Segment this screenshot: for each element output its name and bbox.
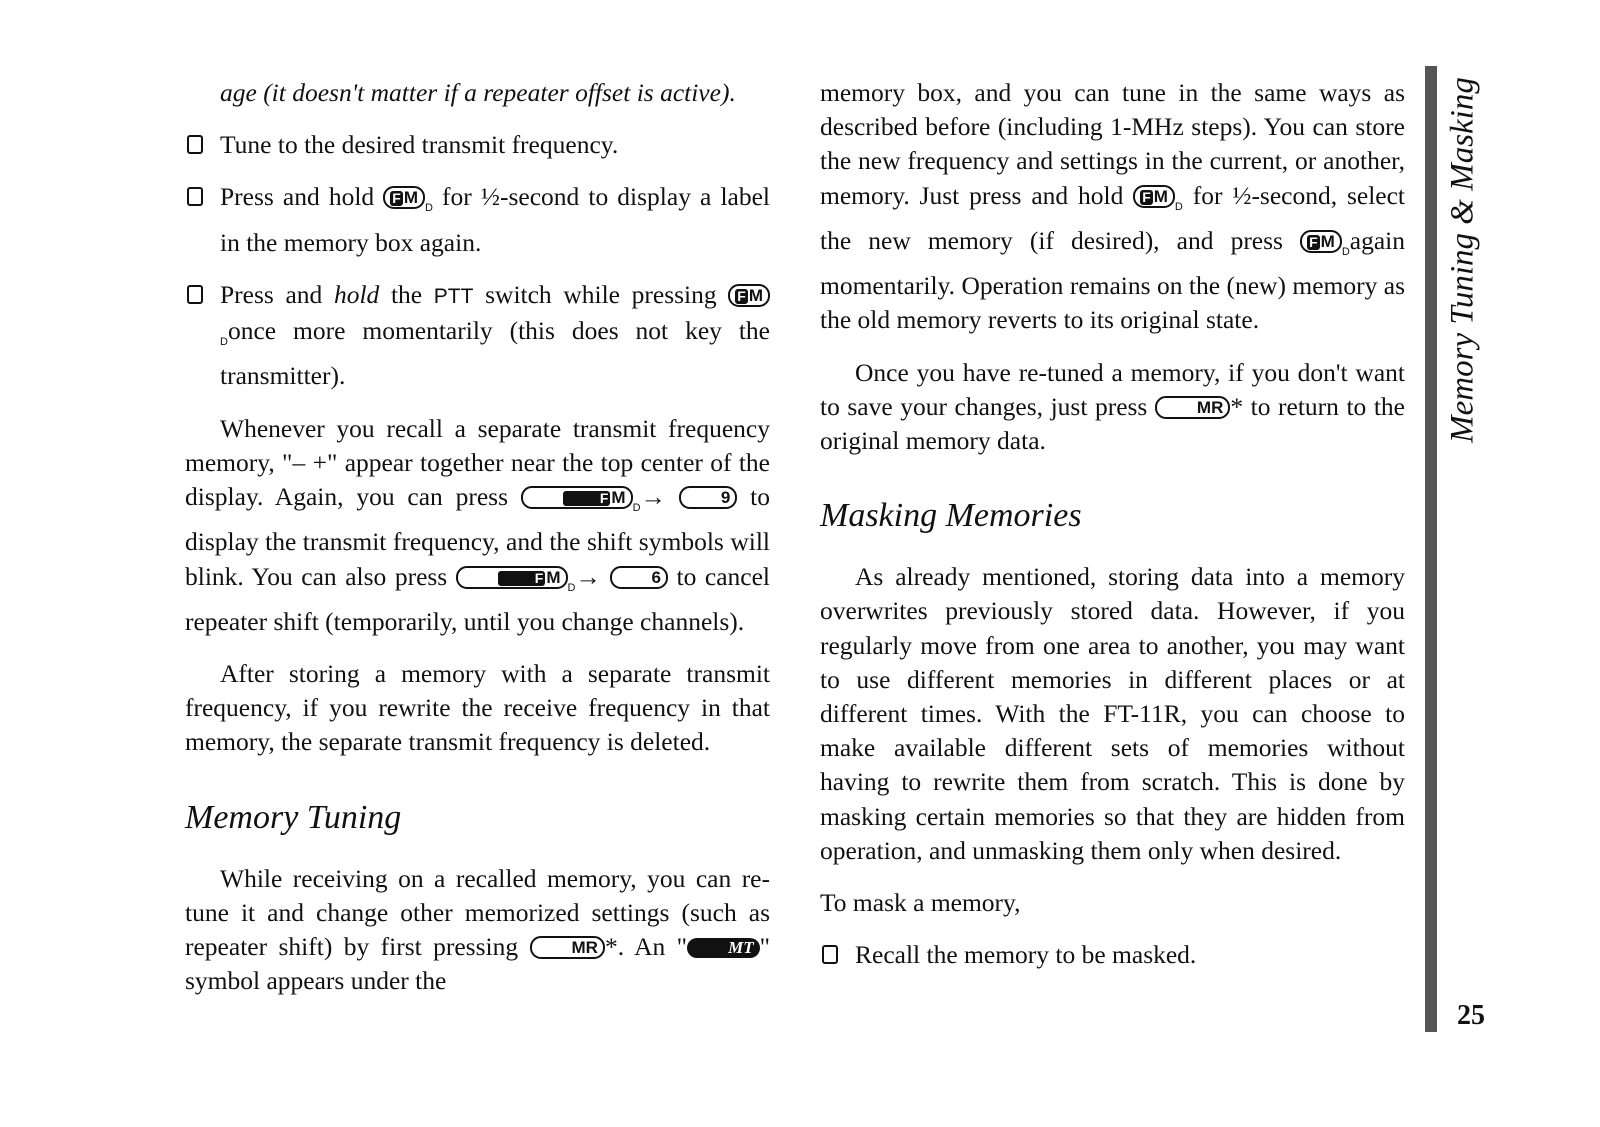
bullet-item: Tune to the desired transmit frequency. (185, 128, 770, 162)
fm-key-icon: F M (456, 566, 568, 589)
fm-key-icon: F M (728, 284, 770, 307)
checkbox-icon (822, 945, 838, 964)
bullet-item: Press and hold the PTT switch while pressing F $M_Donce$ more momentarily (this does not key the transmitter). (185, 278, 770, 394)
section-heading-memory-tuning: Memory Tuning (185, 798, 402, 836)
fm-key-icon: F M (1300, 230, 1342, 253)
bullet-item: Recall the memory to be masked. (820, 938, 1405, 972)
paragraph: Whenever you recall a separate transmit frequency memory, "– +" appear together near the top center of the display. Again, you can press F $M_D\to 9$ to display the transmit frequency, and the shift symbols will blink. You can also press F $M_D\to 6$ to cancel repeater shift (temporarily, until you change channels). (185, 413, 771, 636)
fm-key-icon: F M (521, 486, 633, 509)
right-column (820, 76, 1405, 972)
mr-key-icon: MR (530, 936, 605, 959)
left-column (185, 76, 770, 998)
checkbox-icon (187, 285, 203, 304)
side-tab-bar (1425, 66, 1437, 1032)
checkbox-icon (187, 187, 203, 206)
paragraph: While receiving on a recalled memory, you can re-tune it and change other memorized settings (such as repeater shift) by first pressing MR *. An " MT " symbol appears under the (185, 863, 770, 996)
paragraph: After storing a memory with a separate transmit frequency, if you rewrite the receive frequency in that memory, the separate transmit frequency is deleted. (185, 659, 770, 757)
paragraph: Once you have re-tuned a memory, if you don't want to save your changes, just press MR * to return to the original memory data. (820, 357, 1405, 456)
fm-key-icon: F M (383, 186, 425, 209)
bullet-item: Press and hold F $M_D$ for ½-second to display a label in the memory box again. (185, 180, 770, 260)
page-number: 25 (1457, 1000, 1485, 1031)
nine-key-icon: 9 (679, 486, 737, 509)
mr-key-icon: MR (1155, 396, 1230, 419)
six-key-icon: 6 (610, 566, 668, 589)
paragraph: age (it doesn't matter if a repeater offset is active). (220, 78, 736, 107)
paragraph: To mask a memory, (820, 888, 1021, 918)
section-heading-masking-memories: Masking Memories (820, 497, 1082, 535)
checkbox-icon (187, 135, 203, 154)
paragraph: As already mentioned, storing data into a memory overwrites previously stored data. However, if you regularly move from one area to another, you may want to use different memories in different places or at different times. With the FT-11R, you can choose to make available different sets of memories without having to rewrite them from scratch. This is done by masking certain memories so that they are hidden from operation, and unmasking them only when desired. (820, 562, 1405, 865)
fm-key-icon: F M (1133, 185, 1175, 208)
mt-symbol-icon: MT (687, 938, 760, 958)
paragraph: memory box, and you can tune in the same ways as described before (including 1-MHz steps). You can store the new frequency and settings in the current, or another, memory. Just press and hold F $M_D$ for ½-second, select the new memory (if desired), and press F $M_Dagain$ momentarily. Operation remains on the (new) memory as the old memory reverts to its original state. (820, 78, 1406, 335)
